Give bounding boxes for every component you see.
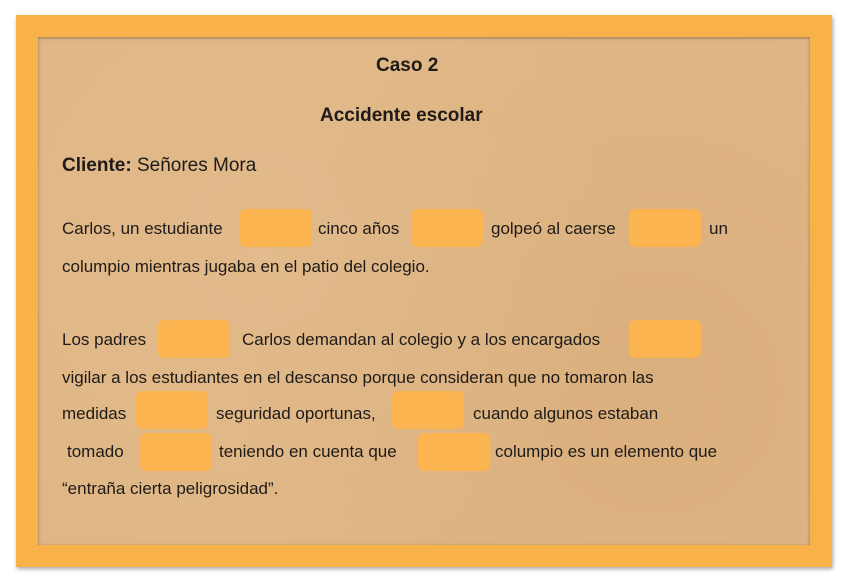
blank-drop-zone-4[interactable] [158, 320, 230, 358]
p1-text-3: golpeó al caerse [491, 219, 616, 238]
p1-text-4: un [709, 219, 728, 238]
blank-drop-zone-5[interactable] [629, 320, 701, 358]
p1-text-1: Carlos, un estudiante [62, 219, 223, 238]
blank-drop-zone-8[interactable] [140, 433, 212, 471]
p2-text-1: Los padres [62, 330, 147, 349]
p2-text-3: vigilar a los estudiantes en el descanso porque consideran que no tomaron las [62, 368, 654, 387]
p2-text-7: tomado [67, 442, 124, 461]
p2-text-10: “entraña cierta peligrosidad”. [62, 479, 279, 498]
client-name: Señores Mora [136, 155, 257, 176]
client-label: Cliente: [62, 155, 132, 176]
blank-drop-zone-6[interactable] [136, 391, 208, 429]
client-line [62, 155, 256, 177]
p2-text-9: columpio es un elemento que [495, 442, 718, 461]
p2-text-2: Carlos demandan al colegio y a los encargados [242, 330, 601, 349]
case-title: Accidente escolar [320, 105, 483, 126]
p1-text-5: columpio mientras jugaba en el patio del colegio. [62, 257, 430, 276]
p2-text-4: medidas [62, 404, 127, 423]
p2-text-5: seguridad oportunas, [216, 404, 376, 423]
blank-drop-zone-9[interactable] [418, 433, 490, 471]
blank-drop-zone-3[interactable] [629, 209, 701, 247]
blank-drop-zone-1[interactable] [240, 209, 312, 247]
p2-text-6: cuando algunos estaban [473, 404, 659, 423]
blank-drop-zone-2[interactable] [411, 209, 483, 247]
blank-drop-zone-7[interactable] [392, 391, 464, 429]
p2-text-8: teniendo en cuenta que [219, 442, 397, 461]
p1-text-2: cinco años [318, 219, 400, 238]
case-number: Caso 2 [376, 55, 439, 76]
